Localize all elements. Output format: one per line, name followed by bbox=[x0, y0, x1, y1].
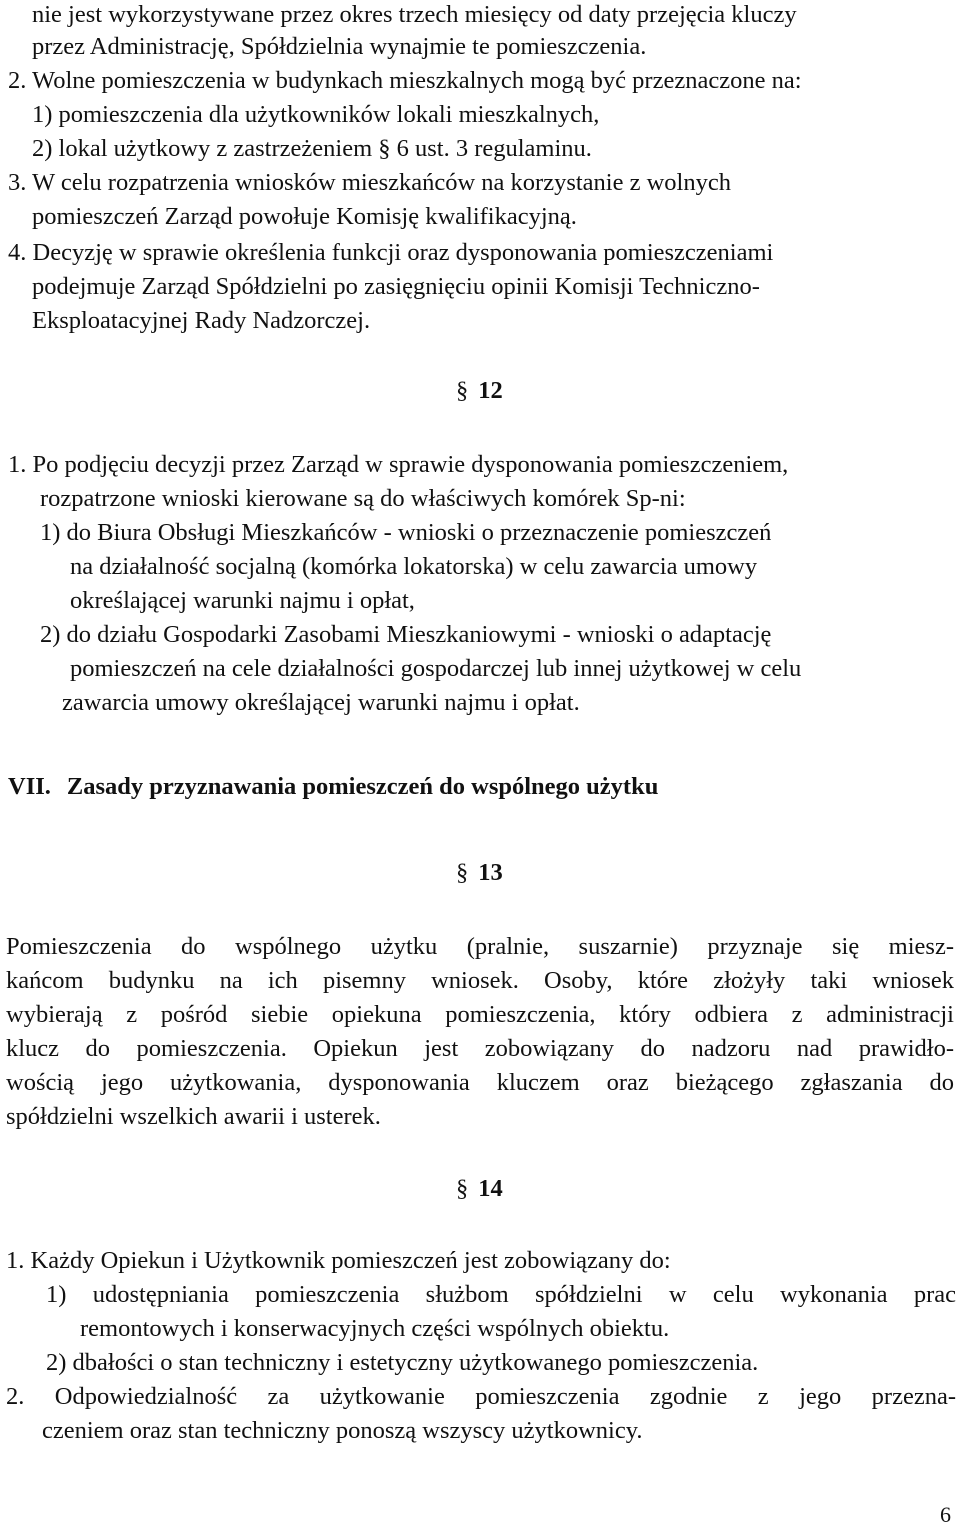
paragraph-line: przez Administrację, Spółdzielnia wynajmie te pomieszczenia. bbox=[32, 33, 647, 60]
paragraph-line: podejmuje Zarząd Spółdzielni po zasięgnięciu opinii Komisji Techniczno- bbox=[32, 273, 760, 300]
paragraph-line: czeniem oraz stan techniczny ponoszą wszyscy użytkownicy. bbox=[42, 1417, 643, 1444]
paragraph-line: Eksploatacyjnej Rady Nadzorczej. bbox=[32, 307, 371, 334]
list-item: 1. Każdy Opiekun i Użytkownik pomieszczeń jest zobowiązany do: bbox=[6, 1247, 671, 1274]
section-heading-12 bbox=[456, 376, 503, 406]
paragraph-line: kańcom budynku na ich pisemny wniosek. Osoby, które złożyły taki wniosek bbox=[6, 967, 954, 994]
section-symbol: § bbox=[456, 377, 469, 404]
list-subitem: 2) dbałości o stan techniczny i estetyczny użytkowanego pomieszczenia. bbox=[46, 1349, 759, 1376]
list-item: 1. Po podjęciu decyzji przez Zarząd w sprawie dysponowania pomieszczeniem, bbox=[8, 451, 789, 478]
list-subitem: 1) do Biura Obsługi Mieszkańców - wnioski o przeznaczenie pomieszczeń bbox=[40, 519, 772, 546]
chapter-heading bbox=[8, 772, 658, 802]
section-heading-14 bbox=[456, 1174, 503, 1204]
section-symbol: § bbox=[456, 1175, 469, 1202]
section-number: 13 bbox=[478, 859, 503, 886]
chapter-numeral: VII. bbox=[8, 773, 51, 800]
paragraph-line: zawarcia umowy określającej warunki najmu i opłat. bbox=[62, 689, 580, 716]
paragraph-line: wybierają z pośród siebie opiekuna pomieszczenia, który odbiera z administracji bbox=[6, 1001, 954, 1028]
section-symbol: § bbox=[456, 859, 469, 886]
list-subitem: 2) do działu Gospodarki Zasobami Mieszkaniowymi - wnioski o adaptację bbox=[40, 621, 772, 648]
paragraph-line: klucz do pomieszczenia. Opiekun jest zobowiązany do nadzoru nad prawidło- bbox=[6, 1035, 954, 1062]
list-subitem: 1) udostępniania pomieszczenia służbom spółdzielni w celu wykonania prac bbox=[46, 1281, 956, 1308]
page-number: 6 bbox=[940, 1502, 951, 1527]
list-item: 4. Decyzję w sprawie określenia funkcji oraz dysponowania pomieszczeniami bbox=[8, 239, 774, 266]
list-subitem: 1) pomieszczenia dla użytkowników lokali mieszkalnych, bbox=[32, 101, 600, 128]
section-number: 14 bbox=[478, 1175, 503, 1202]
paragraph-line: remontowych i konserwacyjnych części wspólnych obiektu. bbox=[80, 1315, 670, 1342]
list-item: 3. W celu rozpatrzenia wniosków mieszkańców na korzystanie z wolnych bbox=[8, 169, 731, 196]
chapter-title: Zasady przyznawania pomieszczeń do wspólnego użytku bbox=[66, 773, 659, 800]
paragraph-line: wością jego użytkowania, dysponowania kluczem oraz bieżącego zgłaszania do bbox=[6, 1069, 954, 1096]
paragraph-line: Pomieszczenia do wspólnego użytku (pralnie, suszarnie) przyznaje się miesz- bbox=[6, 933, 954, 960]
paragraph-line: określającej warunki najmu i opłat, bbox=[70, 587, 415, 614]
paragraph-line: pomieszczeń Zarząd powołuje Komisję kwalifikacyjną. bbox=[32, 203, 577, 230]
paragraph-line: na działalność socjalną (komórka lokatorska) w celu zawarcia umowy bbox=[70, 553, 758, 580]
section-heading-13 bbox=[456, 858, 503, 888]
paragraph-line: nie jest wykorzystywane przez okres trzech miesięcy od daty przejęcia kluczy bbox=[32, 1, 797, 28]
paragraph-line: pomieszczeń na cele działalności gospodarczej lub innej użytkowej w celu bbox=[70, 655, 802, 682]
list-subitem: 2) lokal użytkowy z zastrzeżeniem § 6 ust. 3 regulaminu. bbox=[32, 135, 592, 162]
list-item: 2. Wolne pomieszczenia w budynkach mieszkalnych mogą być przeznaczone na: bbox=[8, 67, 802, 94]
paragraph-line: rozpatrzone wnioski kierowane są do właściwych komórek Sp-ni: bbox=[40, 485, 686, 512]
list-item: 2. Odpowiedzialność za użytkowanie pomieszczenia zgodnie z jego przezna- bbox=[6, 1383, 956, 1410]
section-number: 12 bbox=[478, 377, 503, 404]
paragraph-line: spółdzielni wszelkich awarii i usterek. bbox=[6, 1103, 381, 1130]
